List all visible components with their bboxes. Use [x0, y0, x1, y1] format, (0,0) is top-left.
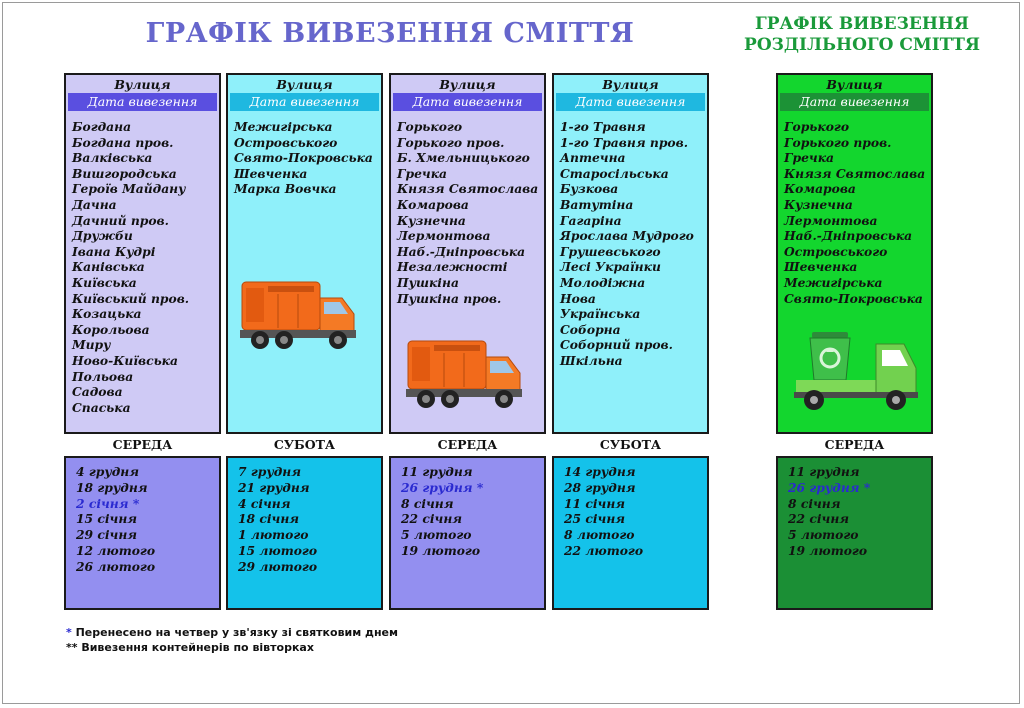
street-item: Соборний пров.	[560, 337, 673, 353]
pickup-date: 25 січня	[564, 511, 626, 527]
street-item: Пушкіна пров.	[397, 290, 502, 306]
dates-box-3	[389, 456, 546, 610]
street-item: Нова	[560, 290, 596, 306]
recycling-truck-icon	[792, 328, 922, 416]
street-item: Молодіжна	[560, 274, 646, 290]
pickup-date: 26 грудня *	[788, 479, 871, 495]
pickup-date: 26 лютого	[76, 558, 156, 574]
street-item: Гагаріна	[560, 212, 622, 228]
weekday-label: СУБОТА	[599, 437, 662, 452]
dates-list	[391, 464, 544, 559]
pickup-date: 11 січня	[564, 495, 626, 511]
street-list	[554, 119, 707, 369]
weekday-label: СЕРЕДА	[824, 437, 885, 452]
street-item: Горького пров.	[784, 134, 892, 150]
pickup-date: 8 лютого	[564, 527, 635, 543]
street-item: Богдана	[72, 119, 132, 134]
street-header: Вулиця	[114, 77, 171, 92]
street-item: Свято-Покровська	[784, 290, 923, 306]
street-item: Канівська	[72, 259, 145, 275]
garbage-truck-icon	[404, 335, 528, 413]
street-item: Вишгородська	[72, 165, 177, 181]
street-item: Кузнечна	[397, 212, 466, 228]
street-item: Межигірська	[234, 119, 333, 134]
pickup-date: 14 грудня	[564, 464, 636, 479]
street-item: Богдана пров.	[72, 134, 174, 150]
street-item: Соборна	[560, 321, 621, 337]
street-item: Ново-Київська	[72, 352, 178, 368]
pickup-date: 19 лютого	[401, 542, 481, 558]
pickup-date: 21 грудня	[238, 479, 310, 495]
street-item: Наб.-Дніпровська	[784, 228, 913, 244]
street-item: Героїв Майдану	[72, 181, 186, 197]
pickup-date: 29 січня	[76, 527, 138, 543]
date-header: Дата вивезення	[780, 93, 929, 111]
weekday-label: СЕРЕДА	[112, 437, 173, 452]
dates-list	[228, 464, 381, 575]
street-header: Вулиця	[439, 77, 496, 92]
street-item: Князя Святослава	[784, 165, 926, 181]
street-item: Комарова	[397, 196, 469, 212]
separate-title-line2: РОЗДІЛЬНОГО СМІТТЯ	[744, 35, 980, 55]
footnote-holiday-text: Перенесено на четвер у зв'язку зі святковим днем	[71, 626, 398, 639]
street-item: Комарова	[784, 181, 856, 197]
street-item: 1-го Травня	[560, 119, 646, 134]
street-list	[778, 119, 931, 306]
street-item: Лесі Українки	[560, 259, 661, 275]
pickup-date: 4 грудня	[76, 464, 140, 479]
street-item: Лермонтова	[784, 212, 878, 228]
weekday-label: СЕРЕДА	[437, 437, 498, 452]
pickup-date: 11 грудня	[788, 464, 860, 479]
street-item: Дружби	[72, 228, 133, 244]
street-item: Спаська	[72, 399, 131, 415]
street-item: Козацька	[72, 306, 142, 322]
pickup-date: 22 січня	[401, 511, 463, 527]
footnotes	[66, 625, 398, 655]
street-item: Польова	[72, 368, 134, 384]
street-item: Бузкова	[560, 181, 619, 197]
street-item: Київська	[72, 274, 137, 290]
street-item: Горького пров.	[397, 134, 505, 150]
date-header: Дата вивезення	[68, 93, 217, 111]
dates-box-4	[552, 456, 709, 610]
street-item: Горького	[397, 119, 463, 134]
pickup-date: 29 лютого	[238, 558, 318, 574]
pickup-date: 19 лютого	[788, 542, 868, 558]
street-item: Дачний пров.	[72, 212, 169, 228]
street-item: Корольова	[72, 321, 150, 337]
street-column-1	[64, 73, 221, 434]
street-item: 1-го Травня пров.	[560, 134, 688, 150]
garbage-truck-icon	[238, 276, 362, 354]
dates-box-1	[64, 456, 221, 610]
street-item: Грушевського	[560, 243, 661, 259]
street-item: Київський пров.	[72, 290, 190, 306]
street-item: Островського	[784, 243, 888, 259]
street-item: Наб.-Дніпровська	[397, 243, 526, 259]
date-header: Дата вивезення	[230, 93, 379, 111]
street-item: Пушкіна	[397, 274, 459, 290]
street-item: Дачна	[72, 196, 117, 212]
pickup-date: 18 грудня	[76, 479, 148, 495]
pickup-date: 7 грудня	[238, 464, 302, 479]
street-list	[391, 119, 544, 306]
pickup-date: 22 лютого	[564, 542, 644, 558]
street-header: Вулиця	[276, 77, 333, 92]
asterisk-mark: *	[66, 626, 72, 639]
date-header: Дата вивезення	[556, 93, 705, 111]
pickup-date: 18 січня	[238, 511, 300, 527]
street-item: Гречка	[784, 150, 834, 166]
street-item: Українська	[560, 306, 641, 322]
street-item: Князя Святослава	[397, 181, 539, 197]
pickup-date: 5 лютого	[788, 527, 859, 543]
pickup-date: 15 лютого	[238, 542, 318, 558]
separate-title-line1: ГРАФІК ВИВЕЗЕННЯ	[755, 14, 969, 34]
street-item: Валківська	[72, 150, 153, 166]
street-item: Старосільська	[560, 165, 669, 181]
street-item: Кузнечна	[784, 196, 853, 212]
pickup-date: 4 січня	[238, 495, 291, 511]
street-item: Аптечна	[560, 150, 626, 166]
dates-list	[778, 464, 931, 559]
street-list	[228, 119, 381, 197]
street-item: Лермонтова	[397, 228, 491, 244]
pickup-date: 28 грудня	[564, 479, 636, 495]
pickup-date: 12 лютого	[76, 542, 156, 558]
street-item: Шевченка	[234, 165, 308, 181]
street-item: Садова	[72, 384, 123, 400]
street-item: Б. Хмельницького	[397, 150, 530, 166]
dates-list	[554, 464, 707, 559]
pickup-date: 8 січня	[788, 495, 841, 511]
pickup-date: 1 лютого	[238, 527, 309, 543]
street-item: Ярослава Мудрого	[560, 228, 694, 244]
pickup-date: 22 січня	[788, 511, 850, 527]
pickup-date: 15 січня	[76, 511, 138, 527]
street-item: Островського	[234, 134, 338, 150]
pickup-date: 11 грудня	[401, 464, 473, 479]
date-header: Дата вивезення	[393, 93, 542, 111]
footnote-containers: ** Вивезення контейнерів по вівторках	[66, 641, 314, 654]
street-item: Горького	[784, 119, 850, 134]
street-item: Шевченка	[784, 259, 858, 275]
dates-list	[66, 464, 219, 575]
street-item: Миру	[72, 337, 111, 353]
dates-box-5	[776, 456, 933, 610]
footnote-holiday	[66, 625, 398, 640]
street-header: Вулиця	[826, 77, 883, 92]
street-item: Марка Вовчка	[234, 181, 337, 197]
pickup-date: 8 січня	[401, 495, 454, 511]
street-item: Свято-Покровська	[234, 150, 373, 166]
street-item: Незалежності	[397, 259, 508, 275]
dates-box-2	[226, 456, 383, 610]
street-list	[66, 119, 219, 415]
pickup-date: 5 лютого	[401, 527, 472, 543]
street-header: Вулиця	[602, 77, 659, 92]
street-column-2	[226, 73, 383, 434]
street-column-4	[552, 73, 709, 434]
weekday-label: СУБОТА	[273, 437, 336, 452]
street-item: Гречка	[397, 165, 447, 181]
street-item: Межигірська	[784, 274, 883, 290]
pickup-date: 2 січня *	[76, 495, 140, 511]
street-item: Івана Кудрі	[72, 243, 156, 259]
main-title: ГРАФІК ВИВЕЗЕННЯ СМІТТЯ	[145, 18, 635, 49]
street-item: Шкільна	[560, 352, 623, 368]
pickup-date: 26 грудня *	[401, 479, 484, 495]
street-item: Ватутіна	[560, 196, 634, 212]
separate-waste-title	[716, 14, 1008, 56]
